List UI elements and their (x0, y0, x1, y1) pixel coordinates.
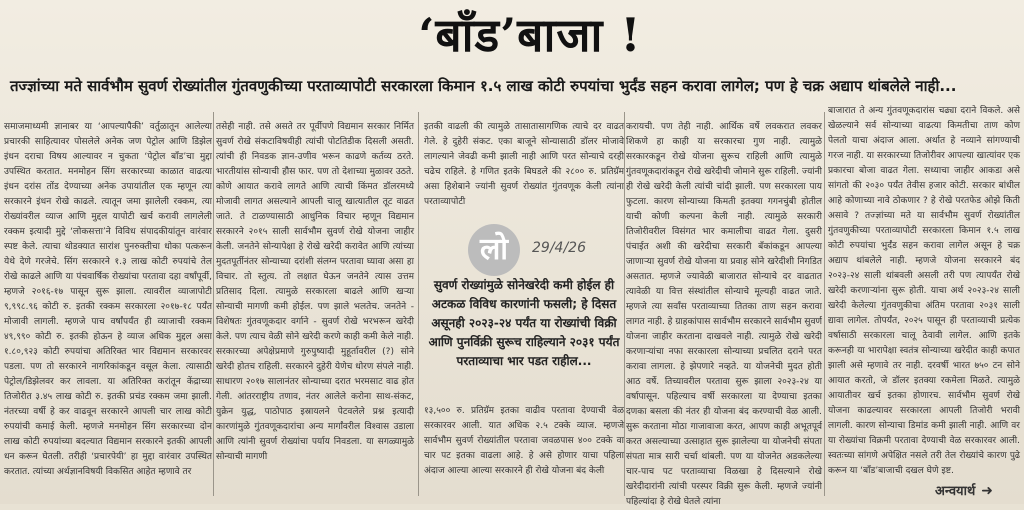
subheadline: तज्ज्ञांच्या मते सार्वभौम सुवर्ण रोख्यांतील गुंतवणुकीच्या परताव्यापोटी सरकारला किमान १.५ लाख कोटी रुपयांचा भुर्दंड सहन करावा लागेल; पण हे चक्र अद्याप थांबलेले नाही... (10, 77, 957, 95)
column-text: समाजमाध्यमी ज्ञानाबर या ‘आपल्यापैकी’ वर्तुळातून आलेल्या प्रचारकी साहित्यावर पोसलेले अनेक जण पेट्रोल आणि डिझेल इंधन दराचा विषय आल्यावर न चुकता ‘पेट्रोल बाँड’चा मुद्दा उपस्थित करतात. मनमोहन सिंग सरकारच्या काळात वाढत्या इंधन दरांस तोंड देण्याच्या अनेक उपायांतील एक म्हणून त्या सरकारने इंधन रोखे काढले. त्यातून जमा झालेली रक्कम, त्या रोख्यांवरील व्याज आणि मुद्दल यापोटी खर्च करावी लागलेली रक्कम इत्यादी मुद्दे ‘लोकसत्ता’ने विविध संपादकीयांतून वारंवार स्पष्ट केले. त्याचा थोडक्यात सारांश पुनरुक्तीचा धोका पत्करून येथे देणे गरजेचे. सिंग सरकारने १.३ लाख कोटी रुपयांचे तेल रोखे काढले आणि या पंचवार्षिक रोख्यांचा परतावा दहा वर्षांपूर्वी, म्हणजे २०१६-१७ पासून सुरू झाला. त्यावरील व्याजापोटी ९,९९८.९६ कोटी रु. इतकी रक्कम सरकारला २०१७-१८ पर्यंत मोजावी लागली. म्हणजे पाच वर्षांपर्यंत ही व्याजाची रक्कम ४९,९९० कोटी रु. इतकी होऊन हे व्याज अधिक मुद्दल असा १.८०,९२३ कोटी रुपयांचा अतिरिक्त भार विद्यमान सरकारवर पडला. पण तो सरकारने नागरिकांकडून वसूल केला. त्यासाठी पेट्रोल/डिझेलवर कर लावला. या अतिरिक्त करांतून केंद्राच्या तिजोरीत ३.४५ लाख कोटी रु. इतकी प्रचंड रक्कम जमा झाली. नंतरच्या वर्षी हे कर वाढवून सरकारने आपली चार लाख कोटी रुपयांची कमाई केली. म्हणजे मनमोहन सिंग सरकारच्या दोन लाख कोटी रुपयांच्या बदल्यात विद्यमान सरकारने इतकी आपली धन करून घेतली. तरीही ‘प्रचारपेयी’ हा मुद्दा वारंवार उपस्थित करतात. त्यांच्या अर्थज्ञानविषयी विकसित आहेत म्हणावे तर (4, 122, 212, 477)
article-column-2 (216, 120, 414, 496)
publisher-logo-icon: लो (468, 224, 520, 276)
arrow-right-icon: ➜ (981, 483, 993, 499)
handwritten-date-note: 29/4/26 (532, 240, 586, 256)
article-column-3-bottom (424, 404, 624, 498)
article-column-3 (424, 120, 624, 240)
article-column-5 (828, 104, 1020, 480)
article-column-1 (4, 120, 212, 496)
column-divider (824, 112, 825, 496)
headline: ‘बाँड’बाजा ! (418, 8, 642, 62)
column-text: १३,५०० रु. प्रतिग्रॅम इतका वाढीव परतावा देण्याची वेळ सरकारवर आली. यात अधिक २.५ टक्के व्याज. म्हणजे सार्वभौम सुवर्ण रोख्यांतील परतावा जवळपास ४०० टक्के वा चार पट इतका वाढला आहे. हे असे होणार याचा पहिला अंदाज आल्या आल्या सरकारने ही रोखे योजना बंद केली (424, 406, 624, 476)
pull-quote: सुवर्ण रोख्यांमुळे सोनेखरेदी कमी होईल ही अटकळ विविध कारणांनी फसली; हे दिसत असूनही २०२३-२४ पर्यंत या रोख्यांची विक्री आणि पुनर्विक्री सुरूच राहिल्याने २०३१ पर्यंत परताव्याचा भार पडत राहील... (428, 278, 620, 368)
column-divider (213, 112, 214, 496)
column-divider (418, 112, 419, 496)
article-column-4 (626, 120, 822, 507)
column-text: तसेही नाही. तसे असते तर पूर्वीपणे विद्यमान सरकार निर्मित सुवर्ण रोखे संकटाविषयीही त्यांची पोटतिडीक दिसली असती. त्यांची ही निवडक ज्ञान-उणीव भरून काढणे कर्तव्य ठरते. भारतीयांस सोन्याची हौस फार. पण तो देशाच्या मुळावर उठते. कोणे आयात करावे लागते आणि त्याची किंमत डॉलरमध्ये मोजावी लागत असल्याने आपली चालू खात्यातील तूट वाढत जाते. ते टाळण्यासाठी आधुनिक विचार म्हणून विद्यमान सरकारने २०१५ साली सार्वभौम सुवर्ण रोखे योजना जाहीर केली. जनतेने सोन्यापेक्षा हे रोखे खरेदी करावेत आणि त्यांच्या मुदतपूर्तीनंतर सोन्याच्या दरांशी संलग्न परतावा घ्यावा असा हा विचार. तो स्तुत्य. तो लक्षात घेऊन जनतेने त्यास उत्तम प्रतिसाद दिला. त्यामुळे सरकारला बाढले आणि खऱ्या सोन्याची मागणी कमी होईल. पण झाले भलतेच. जनतेने - विशेषतः गुंतवणूकदार वर्गाने - सुवर्ण रोखे भरभरून खरेदी केले. पण त्याच वेळी सोने खरेदी करणे काही कमी केले नाही. सरकारच्या अपेक्षेप्रमाणे गुरुपुष्यादी मुहूर्तावरील (?) सोने खरेदी होतच राहिली. सरकारने दुहेरी येणेच धोरण संपले नाही. साधारण २०१७ सालानंतर सोन्याच्या दरात भरमसाट वाढ होत गेली. आंतरराष्ट्रीय तणाव, नंतर आलेले करोना साथ-संकट, युक्रेन युद्ध, पाठोपाठ इस्रायलने पेटवलेले प्रश्न इत्यादी कारणांमुळे गुंतवणूकदारांचा अन्य मार्गांवरील विश्वास उडाला आणि त्यांनी सुवर्ण रोख्यांचा पर्याय निवडला. या सगळ्यामुळे सोन्याची मागणी (216, 122, 414, 462)
column-text: इतकी वाढली की त्यामुळे तासातासागणिक त्याचे दर वाढत गेले. हे दुहेरी संकट. एका बाजूने सोन्यासाठी डॉलर मोजावे लागल्याने जेवढी कमी झाली नाही आणि परत सोन्याचे दरही चढेच राहिले. हे गणित इतके बिघडले की २८०० रु. प्रतिग्रॅम असा हिशेबाने ज्यांनी सुवर्ण रोख्यांत गुंतवणूक केली त्यांना परताव्यापोटी (424, 122, 624, 207)
continued-label (935, 481, 993, 499)
continued-text: अन्वयार्थ (935, 484, 976, 499)
column-divider (624, 112, 625, 496)
column-text: बाजारात ते अन्य गुंतवणूकदारांस चढ्या दराने विकले. असे खेळल्याने सर्व सोन्याच्या वाढत्या किमतीचा ताण कोण पेलतो याचा अंदाज आला. अर्थात हे नव्याने सांगण्याची गरज नाही. या सरकारच्या तिजोरीवर आपल्या खात्यांवर एक प्रकारचा बोजा वाढत गेला. सध्याचा जाहीर आकडा असे सांगतो की २०३० पर्यंत तेवीस हजार कोटी. सरकार बांधील आहे कोणाच्या नावे ठोकणार ? हे रोखे परतफेड ओझे किती असावे ? तज्ज्ञांच्या मते या सार्वभौम सुवर्ण रोख्यांतील गुंतवणुकीच्या परताव्यापोटी सरकारला किमान १.५ लाख कोटी रुपयांचा भुर्दंड सहन करावा लागेल असून हे चक्र अद्याप थांबलेले नाही. म्हणजे योजना सरकारने बंद २०२३-२४ साली थांबवली असली तरी पण त्यापर्यंत रोखे खरेदी करणाऱ्यांना सुरू होती. याचा अर्थ २०२३-२४ साली खरेदी केलेल्या गुंतवणुकीचा अंतिम परतावा २०३१ साली द्यावा लागेल. तोपर्यंत, २०२५ पासून ही परताव्याची प्रत्येक वर्षासाठी सरकारला चालू ठेवावी लागेल. आणि इतके करूनही या भारापेक्षा स्वतंत्र सोन्याच्या खरेदीत काही कपात झाली असे म्हणावे तर नाही. दरवर्षी भारत ७५० टन सोने आयात करतो, जे डॉलर इतक्या रकमेला मिळते. त्यामुळे आयातीवर खर्च इतका होणारच. सार्वभौम सुवर्ण रोखे योजना काढल्यावर सरकारला आपली तिजोरी भरावी लागली. कारण सोन्याचा डिमांड कमी झाली नाही. आणि वर या रोख्यांचा विक्रमी परतावा देण्याची वेळ सरकारवर आली. स्वतःच्या सांगणे अपेक्षित नसले तरी तेल रोख्यांचे कारण पुढे करून या ‘बाँड’बाजाची दखल घेणे इष्ट. (828, 106, 1020, 476)
column-text: करायची. पण तेही नाही. आर्थिक वर्षे लवकरात लवकर शिकणे हा काही या सरकारचा गुण नाही. त्यामुळे सरकारकडून रोखे योजना सुरूच राहिली आणि त्यामुळे गुंतवणूकदारांकडून रोखे खरेदीची जोमाने सुरू राहिली. ज्यांनी ही रोखे खरेदी केली त्यांची चांदी झाली. पण सरकारला पाय फुटला. कारण सोन्याच्या किमती इतक्या गगनचुंबी होतील याची कोणी कल्पना केली नाही. त्यामुळे सरकारी तिजोरीवरील विसंगत भार कमालीचा वाढत गेला. दुसरी पंचाईत अशी की खरेदीचा सरकारी बँकांकडून आपल्या जाणाऱ्या सुवर्ण रोखे योजना या प्रवाह सोने खरेदीशी निगडित असतात. म्हणजे ज्यावेळी बाजारात सोन्याचे दर वाढतात त्यावेळी या वित्त संस्थांतील सोन्याचे मूल्यही वाढत जाते. म्हणजे त्या सर्वांस परताव्याच्या तितका ताण सहन करावा लागत नाही. हे ग्राहकांपास सार्वभौम सरकारने सार्वभौम सुवर्ण योजना जाहीर करताना दाखवले नाही. त्यामुळे रोखे खरेदी करणाऱ्यांचा नफा सरकारला सोन्याच्या प्रचलित दराने परत करावा लागला. हे झेपणारे नव्हते. या योजनेची मुदत होती आठ वर्षे. तिच्यावरील परतावा सुरू झाला २०२३-२४ या वर्षापासून. पहिल्याच वर्षी सरकारला या देण्याचा इतका दणका बसला की नंतर ही योजना बंद करण्याची वेळ आली. सुरू करताना मोठा गाजावाजा करत, आपण काही अभूतपूर्व करत असल्याच्या उत्साहात सुरू झालेल्या या योजनेची संपता संपता मात्र सारी चर्चा थांबली. पण या योजनेत अडकलेल्या चार-पाच पट परताव्याचा विळखा हे दिसल्याने रोखे खरेदीदारांनी त्यांची परस्पर विक्री सुरू केली. म्हणजे ज्यांनी पहिल्यांदा हे रोखे घेतले त्यांना (626, 122, 822, 507)
